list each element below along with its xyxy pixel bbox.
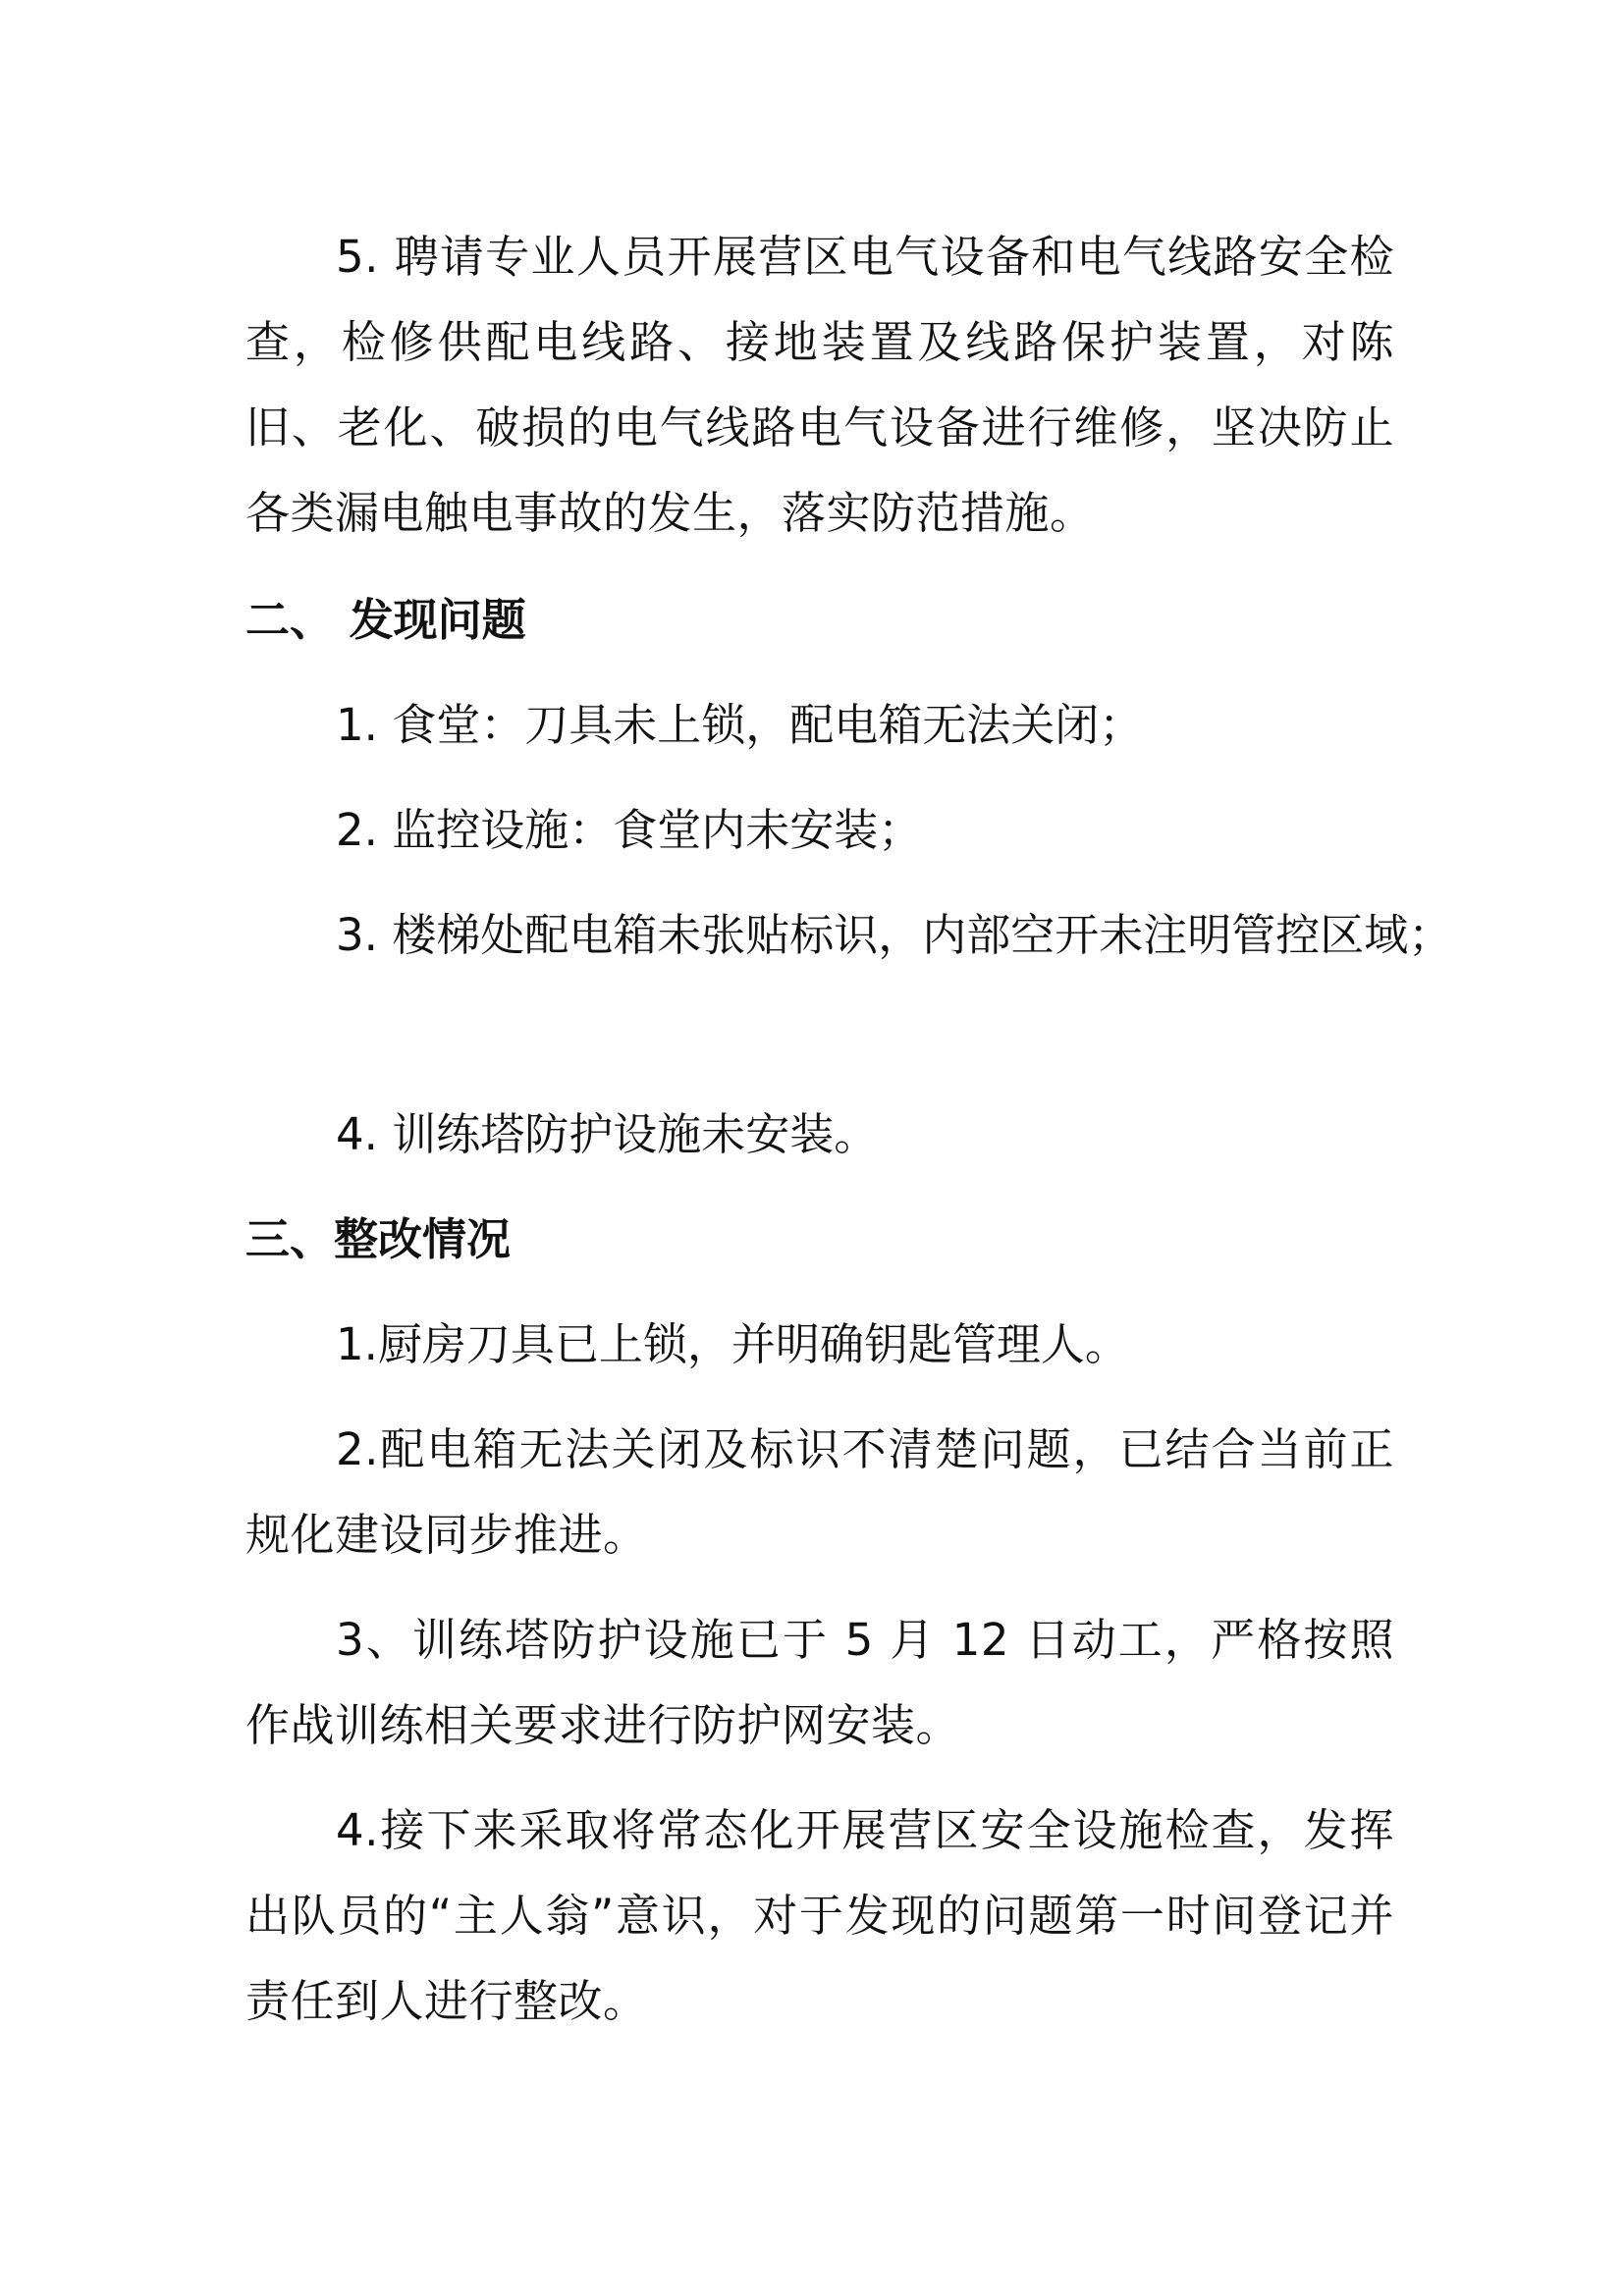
problem-item-1: 1. 食堂：刀具未上锁，配电箱无法关闭；	[336, 699, 1144, 751]
section-three-heading: 三、整改情况	[245, 1213, 512, 1265]
rectification-item-4: 4.接下来采取将常态化开展营区安全设施检查，发挥出队员的“主人翁”意识，对于发现的问题第一时间登记并责任到人进行整改。	[245, 1804, 1394, 2027]
problem-item-2: 2. 监控设施：食堂内未安装；	[336, 804, 923, 856]
problem-item-4: 4. 训练塔防护设施未安装。	[336, 1108, 879, 1160]
problem-item-3: 3. 楼梯处配电箱未张贴标识，内部空开未注明管控区域；	[336, 909, 1453, 961]
rectification-item-3: 3、训练塔防护设施已于 5 月 12 日动工，严格按照作战训练相关要求进行防护网安装。	[245, 1614, 1394, 1751]
rectification-item-1: 1.厨房刀具已上锁，并明确钥匙管理人。	[336, 1318, 1129, 1370]
section-two-heading: 二、 发现问题	[245, 594, 526, 646]
rectification-item-2: 2.配电箱无法关闭及标识不清楚问题，已结合当前正规化建设同步推进。	[245, 1423, 1394, 1561]
item-5-paragraph: 5. 聘请专业人员开展营区电气设备和电气线路安全检查，检修供配电线路、接地装置及线路保护装置，对陈旧、老化、破损的电气线路电气设备进行维修，坚决防止各类漏电触电事故的发生，落实防范措施。	[245, 231, 1394, 539]
